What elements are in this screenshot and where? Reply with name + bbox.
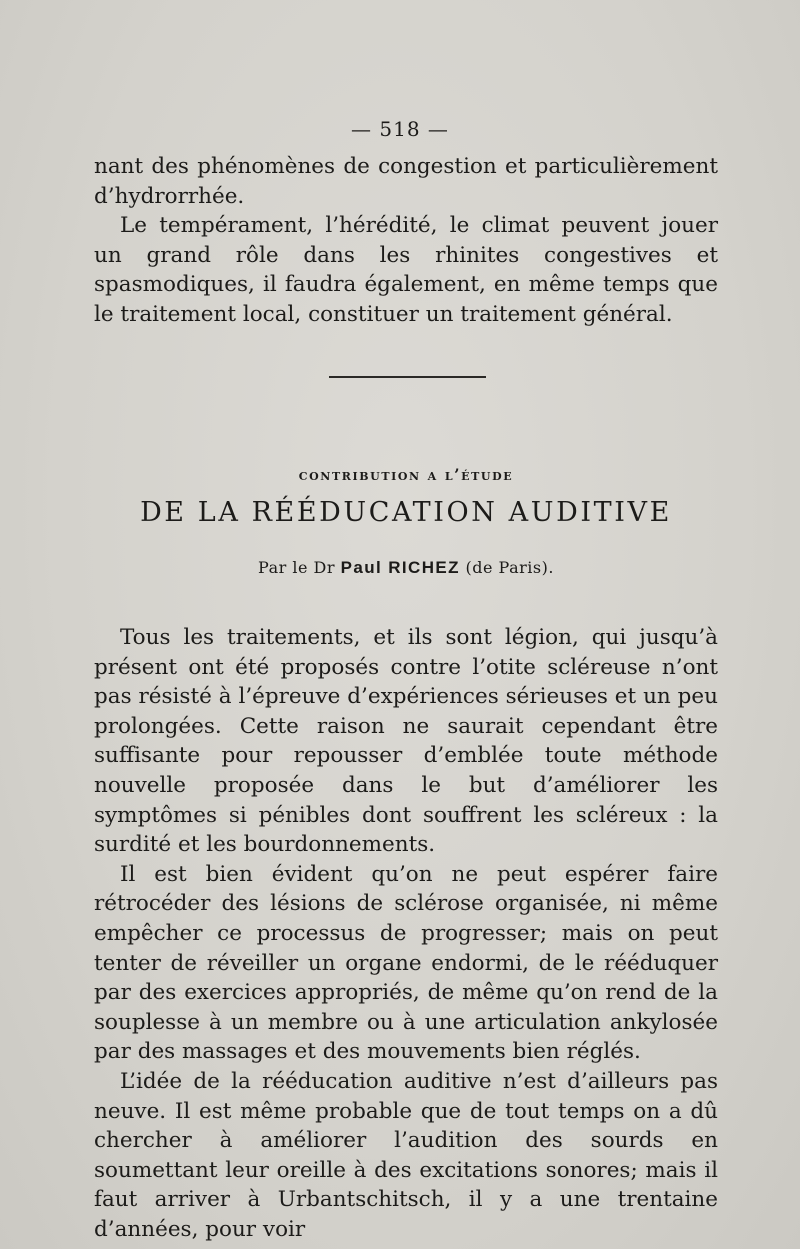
continuation-text (94, 152, 718, 330)
article-kicker: contribution a l’étude (298, 465, 514, 484)
byline-affiliation: (de Paris). (465, 558, 554, 577)
byline-prefix: Par le Dr (258, 558, 336, 577)
section-separator-rule (329, 376, 486, 378)
article-byline (0, 558, 800, 578)
body-paragraph: L’idée de la rééducation auditive n’est d’ailleurs pas neuve. Il est même probable que de tout temps on a dû chercher à améliorer l’audition des sourds en soumettant leur oreille à des excitations sonores; mais il faut arriver à Urbantschitsch, il y a une trentaine d’années, pour voir (94, 1068, 718, 1242)
author-name: Paul RICHEZ (340, 558, 460, 577)
body-paragraph: Tous les traitements, et ils sont légion, qui jusqu’à présent ont été proposés contre l’otite scléreuse n’ont pas résisté à l’épreuve d’expériences sérieuses et un peu prolongées. Cette raison ne saurait cependant être suffisante pour repousser d’emblée toute méthode nouvelle proposée dans le but d’améliorer les symptômes si pénibles dont souffrent les scléreux : la surdité et les bourdonnements. (94, 625, 718, 858)
continuation-paragraph: nant des phénomènes de congestion et particulièrement d’hydrorrhée. (94, 154, 718, 209)
article-title: DE LA RÉÉDUCATION AUDITIVE (140, 497, 672, 528)
page-number: — 518 — (351, 117, 449, 141)
article-body (94, 623, 718, 1244)
body-paragraph: Il est bien évident qu’on ne peut espérer faire rétrocéder des lésions de sclérose organisée, ni même empêcher ce processus de progresser; mais on peut tenter de réveiller un organe endormi, de le rééduquer par des exercices appropriés, de même qu’on rend de la souplesse à un membre ou à une articulation ankylosée par des massages et des mouvements bien réglés. (94, 861, 718, 1065)
continuation-paragraph: Le tempérament, l’hérédité, le climat peuvent jouer un grand rôle dans les rhinites congestives et spasmodiques, il faudra également, en même temps que le traitement local, constituer un traitement général. (94, 213, 718, 327)
